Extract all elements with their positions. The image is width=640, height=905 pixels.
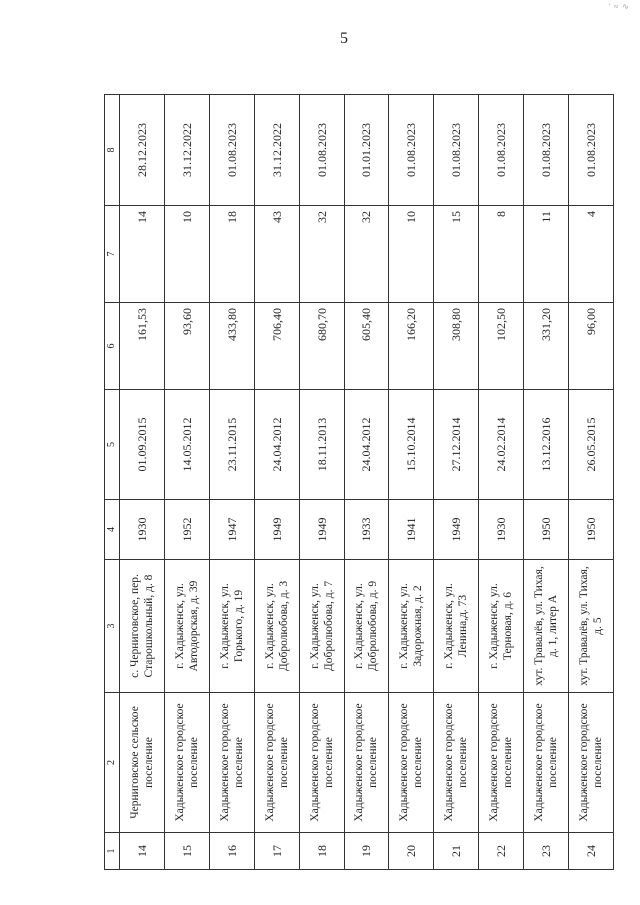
due-date-cell: 28.12.2023	[120, 95, 165, 206]
address-cell: хут. Травалёв, ул. Тихая, д. 5	[569, 560, 614, 693]
area-cell: 433,80	[209, 303, 254, 390]
date-cell: 18.11.2013	[299, 390, 344, 500]
row-number-cell: 14	[120, 833, 165, 870]
settlement-cell: Хадыженское городское поселение	[164, 693, 209, 833]
count-cell: 10	[164, 206, 209, 303]
build-year-cell: 1930	[120, 500, 165, 560]
area-cell: 96,00	[569, 303, 614, 390]
table-row	[120, 95, 165, 870]
due-date-cell: 01.08.2023	[434, 95, 479, 206]
date-cell: 14.05.2012	[164, 390, 209, 500]
row-number-cell: 22	[479, 833, 524, 870]
date-cell: 13.12.2016	[524, 390, 569, 500]
build-year-cell: 1949	[299, 500, 344, 560]
column-header: 5	[105, 390, 120, 500]
settlement-cell: Хадыженское городское поселение	[344, 693, 389, 833]
due-date-cell: 01.08.2023	[524, 95, 569, 206]
column-header: 6	[105, 303, 120, 390]
build-year-cell: 1949	[254, 500, 299, 560]
due-date-cell: 01.01.2023	[344, 95, 389, 206]
row-number-cell: 15	[164, 833, 209, 870]
build-year-cell: 1950	[569, 500, 614, 560]
address-cell: хут. Травалёв, ул. Тихая, д. 1, литер А	[524, 560, 569, 693]
date-cell: 01.09.2015	[120, 390, 165, 500]
date-cell: 24.04.2012	[344, 390, 389, 500]
settlement-cell: Черниговское сельское поселение	[120, 693, 165, 833]
table-row	[524, 95, 569, 870]
area-cell: 166,20	[389, 303, 434, 390]
build-year-cell: 1949	[434, 500, 479, 560]
address-cell: с. Черниговское, пер. Старошкольный, д. 8	[120, 560, 165, 693]
row-number-cell: 17	[254, 833, 299, 870]
area-cell: 331,20	[524, 303, 569, 390]
date-cell: 24.04.2012	[254, 390, 299, 500]
table-row	[569, 95, 614, 870]
address-cell: г. Хадыженск, ул. Задорожная, д. 2	[389, 560, 434, 693]
area-cell: 93,60	[164, 303, 209, 390]
due-date-cell: 01.08.2023	[389, 95, 434, 206]
area-cell: 161,53	[120, 303, 165, 390]
table-row	[299, 95, 344, 870]
page-number: 5	[340, 30, 348, 47]
address-cell: г. Хадыженск, ул. Добролюбова, д. 9	[344, 560, 389, 693]
address-cell: г. Хадыженск, ул. Добролюбова, д. 3	[254, 560, 299, 693]
build-year-cell: 1941	[389, 500, 434, 560]
date-cell: 26.05.2015	[569, 390, 614, 500]
date-cell: 24.02.2014	[479, 390, 524, 500]
settlement-cell: Хадыженское городское поселение	[569, 693, 614, 833]
table-row	[389, 95, 434, 870]
count-cell: 43	[254, 206, 299, 303]
count-cell: 11	[524, 206, 569, 303]
count-cell: 8	[479, 206, 524, 303]
count-cell: 32	[344, 206, 389, 303]
row-number-cell: 18	[299, 833, 344, 870]
date-cell: 27.12.2014	[434, 390, 479, 500]
column-header: 4	[105, 500, 120, 560]
area-cell: 102,50	[479, 303, 524, 390]
address-cell: г. Хадыженск, ул. Горького, д. 19	[209, 560, 254, 693]
row-number-cell: 19	[344, 833, 389, 870]
row-number-cell: 20	[389, 833, 434, 870]
settlement-cell: Хадыженское городское поселение	[389, 693, 434, 833]
build-year-cell: 1950	[524, 500, 569, 560]
date-cell: 15.10.2014	[389, 390, 434, 500]
column-header: 7	[105, 206, 120, 303]
address-cell: г. Хадыженск, ул. Добролюбова, д. 7	[299, 560, 344, 693]
column-header: 8	[105, 95, 120, 206]
count-cell: 32	[299, 206, 344, 303]
area-cell: 308,80	[434, 303, 479, 390]
count-cell: 14	[120, 206, 165, 303]
row-number-cell: 16	[209, 833, 254, 870]
area-cell: 605,40	[344, 303, 389, 390]
row-number-cell: 23	[524, 833, 569, 870]
build-year-cell: 1933	[344, 500, 389, 560]
due-date-cell: 01.08.2023	[479, 95, 524, 206]
scan-mark: ' ≈ ∿	[608, 2, 630, 11]
due-date-cell: 01.08.2023	[209, 95, 254, 206]
table-row	[254, 95, 299, 870]
due-date-cell: 31.12.2022	[254, 95, 299, 206]
table-row	[164, 95, 209, 870]
column-header: 3	[105, 560, 120, 693]
column-number-row	[105, 95, 120, 870]
address-cell: г. Хадыженск, ул. Автодорская, д. 39	[164, 560, 209, 693]
table-row	[209, 95, 254, 870]
due-date-cell: 01.08.2023	[569, 95, 614, 206]
area-cell: 706,40	[254, 303, 299, 390]
count-cell: 15	[434, 206, 479, 303]
build-year-cell: 1952	[164, 500, 209, 560]
column-header: 2	[105, 693, 120, 833]
address-cell: г. Хадыженск, ул. Терновая, д. 6	[479, 560, 524, 693]
row-number-cell: 21	[434, 833, 479, 870]
table-container	[104, 95, 614, 870]
settlement-cell: Хадыженское городское поселение	[524, 693, 569, 833]
due-date-cell: 01.08.2023	[299, 95, 344, 206]
housing-table	[104, 94, 614, 870]
settlement-cell: Хадыженское городское поселение	[209, 693, 254, 833]
row-number-cell: 24	[569, 833, 614, 870]
build-year-cell: 1947	[209, 500, 254, 560]
count-cell: 4	[569, 206, 614, 303]
address-cell: г. Хадыженск, ул. Ленина,д. 73	[434, 560, 479, 693]
column-header: 1	[105, 833, 120, 870]
area-cell: 680,70	[299, 303, 344, 390]
table-row	[434, 95, 479, 870]
table-row	[344, 95, 389, 870]
rotated-table-wrapper	[104, 95, 614, 870]
settlement-cell: Хадыженское городское поселение	[434, 693, 479, 833]
date-cell: 23.11.2015	[209, 390, 254, 500]
due-date-cell: 31.12.2022	[164, 95, 209, 206]
build-year-cell: 1930	[479, 500, 524, 560]
settlement-cell: Хадыженское городское поселение	[254, 693, 299, 833]
count-cell: 18	[209, 206, 254, 303]
count-cell: 10	[389, 206, 434, 303]
table-row	[479, 95, 524, 870]
settlement-cell: Хадыженское городское поселение	[479, 693, 524, 833]
settlement-cell: Хадыженское городское поселение	[299, 693, 344, 833]
